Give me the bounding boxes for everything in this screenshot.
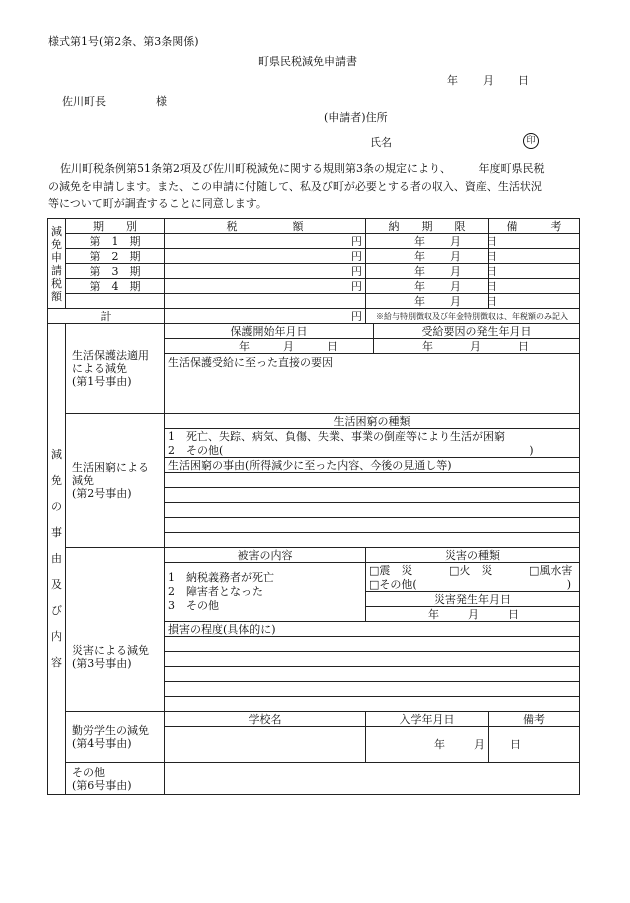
header-amount: 税 額 — [165, 219, 366, 234]
amount-1-field[interactable]: 円 — [165, 234, 366, 249]
student-school-field[interactable] — [165, 727, 366, 763]
statement-line-1: 佐川町税条例第51条第2項及び佐川町税減免に関する規則第3条の規定により、 年度町県民税 — [60, 162, 545, 175]
header-period: 期 別 — [66, 219, 165, 234]
amount-3-field[interactable]: 円 — [165, 264, 366, 279]
remarks-2-field[interactable] — [489, 249, 580, 264]
student-enroll-header: 入学年月日 — [366, 712, 489, 727]
disaster-degree-line[interactable] — [165, 667, 580, 682]
remarks-1-field[interactable] — [489, 234, 580, 249]
table-row — [48, 294, 580, 309]
disaster-kind-options[interactable]: □震 災 □火 災 □風水害 — [366, 563, 580, 578]
form-number: 様式第1号(第2条、第3条関係) — [48, 35, 199, 48]
welfare-start-date-field[interactable]: 年 月 日 — [165, 339, 374, 354]
disaster-degree-line[interactable] — [165, 682, 580, 697]
disaster-damage-header: 被害の内容 — [165, 548, 366, 563]
date-month-label: 月 — [483, 74, 494, 87]
poverty-reason-line[interactable] — [165, 503, 580, 518]
amount-extra-field[interactable] — [165, 294, 366, 309]
poverty-reason-header: 生活困窮の事由(所得減少に至った内容、今後の見通し等) — [165, 458, 580, 473]
application-statement — [48, 160, 583, 213]
other-reason-field[interactable] — [165, 763, 580, 795]
period-2: 第 2 期 — [66, 249, 165, 264]
due-date-1-field[interactable]: 年 月 日 — [366, 234, 489, 249]
applicant-address-label: (申請者)住所 — [324, 111, 388, 124]
disaster-occur-date-header: 災害発生年月日 — [366, 592, 580, 607]
welfare-start-date-header: 保護開始年月日 — [165, 324, 374, 339]
period-extra[interactable] — [66, 294, 165, 309]
remarks-3-field[interactable] — [489, 264, 580, 279]
due-date-extra-field[interactable]: 年 月 日 — [366, 294, 489, 309]
poverty-reason-line[interactable] — [165, 533, 580, 548]
total-amount-field[interactable]: 円 — [165, 309, 366, 324]
welfare-cause-date-field[interactable]: 年 月 日 — [374, 339, 580, 354]
period-4: 第 4 期 — [66, 279, 165, 294]
other-reason-label: その他 (第6号事由) — [66, 763, 165, 795]
statement-line-2: の減免を申請します。また、この申請に付随して、私及び町が必要とする者の収入、資産、生活状況 — [48, 179, 542, 193]
student-remarks-header: 備考 — [489, 712, 580, 727]
amount-4-field[interactable]: 円 — [165, 279, 366, 294]
period-3: 第 3 期 — [66, 264, 165, 279]
welfare-cause-date-header: 受給要因の発生年月日 — [374, 324, 580, 339]
header-remarks: 備 考 — [489, 219, 580, 234]
remarks-extra-field[interactable] — [489, 294, 580, 309]
poverty-option-2[interactable]: 2 その他( ) — [165, 443, 580, 458]
total-row — [48, 309, 580, 324]
poverty-kind-header: 生活困窮の種類 — [165, 414, 580, 429]
welfare-reason-label: 生活保護法適用による減免 (第1号事由) — [66, 324, 165, 414]
disaster-degree-line[interactable] — [165, 637, 580, 652]
student-reason-label: 勤労学生の減免 (第4号事由) — [66, 712, 165, 763]
disaster-degree-line[interactable] — [165, 697, 580, 712]
due-date-2-field[interactable]: 年 月 日 — [366, 249, 489, 264]
header-due-date: 納 期 限 — [366, 219, 489, 234]
table-row — [48, 249, 580, 264]
welfare-direct-cause-field[interactable]: 生活保護受給に至った直接の要因 — [165, 354, 580, 414]
poverty-option-1[interactable]: 1 死亡、失踪、病気、負傷、失業、事業の倒産等により生活が困窮 — [165, 429, 580, 444]
disaster-reason-label: 災害による減免 (第3号事由) — [66, 548, 165, 712]
application-table — [47, 218, 580, 795]
disaster-degree-line[interactable] — [165, 652, 580, 667]
table-row — [48, 234, 580, 249]
poverty-reason-line[interactable] — [165, 518, 580, 533]
due-date-4-field[interactable]: 年 月 日 — [366, 279, 489, 294]
tax-section-label: 減 免 申 請 税 額 — [48, 219, 66, 309]
seal-icon: 印 — [523, 133, 539, 149]
date-year-label: 年 — [447, 74, 458, 87]
amount-2-field[interactable]: 円 — [165, 249, 366, 264]
remarks-4-field[interactable] — [489, 279, 580, 294]
addressee-honorific: 様 — [156, 95, 167, 108]
statement-line-3: 等について町が調査することに同意します。 — [48, 197, 267, 210]
student-school-header: 学校名 — [165, 712, 366, 727]
date-day-label: 日 — [518, 74, 529, 87]
period-1: 第 1 期 — [66, 234, 165, 249]
table-row — [48, 279, 580, 294]
withholding-note: ※給与特別徴収及び年金特別徴収は、年税額のみ記入 — [366, 309, 580, 324]
due-date-3-field[interactable]: 年 月 日 — [366, 264, 489, 279]
student-enroll-field[interactable]: 年 月 日 — [366, 727, 489, 763]
table-row — [48, 264, 580, 279]
reason-section-label: 減 免 の 事 由 及 び 内 容 — [48, 324, 66, 795]
poverty-reason-line[interactable] — [165, 473, 580, 488]
applicant-name-label: 氏名 — [370, 136, 392, 149]
page-title: 町県民税減免申請書 — [258, 55, 357, 68]
disaster-occur-date-field[interactable]: 年 月 日 — [366, 607, 580, 622]
total-label: 計 — [48, 309, 165, 324]
disaster-kind-header: 災害の種類 — [366, 548, 580, 563]
disaster-degree-header: 損害の程度(具体的に) — [165, 622, 580, 637]
disaster-damage-options[interactable]: 1 納税義務者が死亡 2 障害者となった 3 その他 — [165, 563, 366, 622]
addressee: 佐川町長 — [62, 95, 106, 108]
poverty-reason-line[interactable] — [165, 488, 580, 503]
poverty-reason-label: 生活困窮による減免 (第2号事由) — [66, 414, 165, 548]
disaster-kind-other[interactable]: □その他( ) — [366, 577, 580, 592]
